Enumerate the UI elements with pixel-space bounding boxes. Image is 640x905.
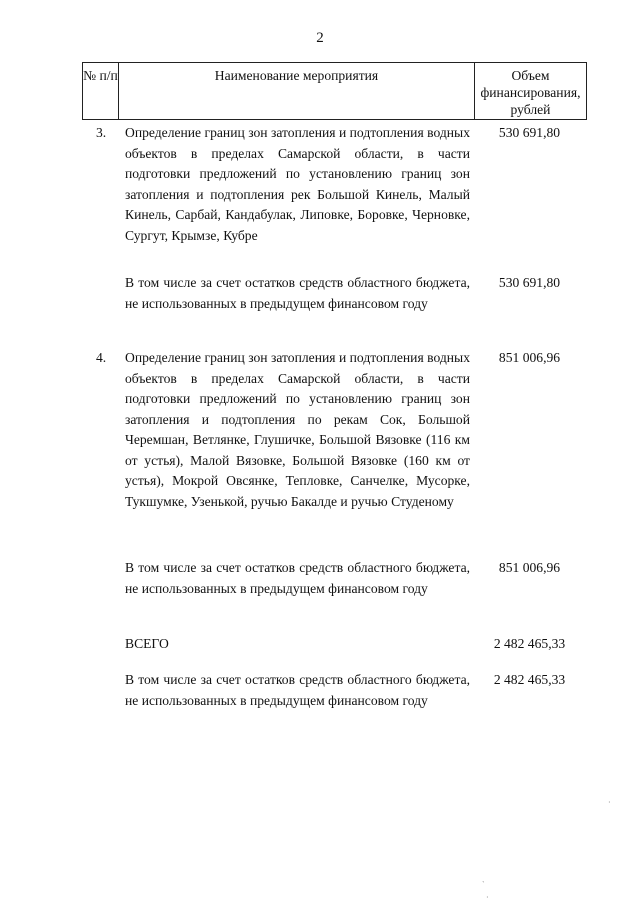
- row-amount: 851 006,96: [498, 350, 561, 365]
- row-name: В том числе за счет остатков средств областного бюджета, не использованных в предыдущем финансовом году: [125, 560, 470, 596]
- scan-speck: `: [482, 880, 485, 889]
- table-header: [82, 62, 587, 120]
- row-amount: 851 006,96: [498, 560, 561, 575]
- header-num: № п/п: [83, 63, 119, 119]
- row-name: Определение границ зон затопления и подтопления водных объектов в пределах Самарской области, в части подготовки предложений по установлению границ зон затопления и подтопления по рекам Сок, Большой Черемшан, Ветлянке, Глушичке, Большой Вязовке (116 км от устья), Малой Вязовке, Большой Вязовке (160 км от устья), Мокрой Овсянке, Тепловке, Санчелке, Мусорке, Тукшумке, Узенькой, ручью Бакалде и ручью Студеному: [125, 350, 470, 509]
- header-name: Наименование мероприятия: [119, 63, 475, 119]
- row-number: 4.: [96, 350, 107, 365]
- row-amount: 530 691,80: [498, 275, 561, 290]
- row-amount: 2 482 465,33: [493, 636, 566, 651]
- row-amount: 530 691,80: [498, 125, 561, 140]
- row-amount: 2 482 465,33: [493, 672, 566, 687]
- row-number: 3.: [96, 125, 107, 140]
- scan-speck: ·: [608, 798, 611, 807]
- scan-speck: ·: [486, 893, 489, 902]
- page-number: 2: [316, 30, 324, 46]
- row-name: ВСЕГО: [125, 636, 169, 651]
- row-name: В том числе за счет остатков средств областного бюджета, не использованных в предыдущем финансовом году: [125, 275, 470, 311]
- row-name: В том числе за счет остатков средств областного бюджета, не использованных в предыдущем финансовом году: [125, 672, 470, 708]
- row-name: Определение границ зон затопления и подтопления водных объектов в пределах Самарской области, в части подготовки предложений по установлению границ зон затопления и подтопления рек Большой Кинель, Малый Кинель, Сарбай, Кандабулак, Липовке, Боровке, Черновке, Сургут, Крымзе, Кубре: [125, 125, 470, 243]
- header-amount: Объем финансирования, рублей: [480, 68, 581, 117]
